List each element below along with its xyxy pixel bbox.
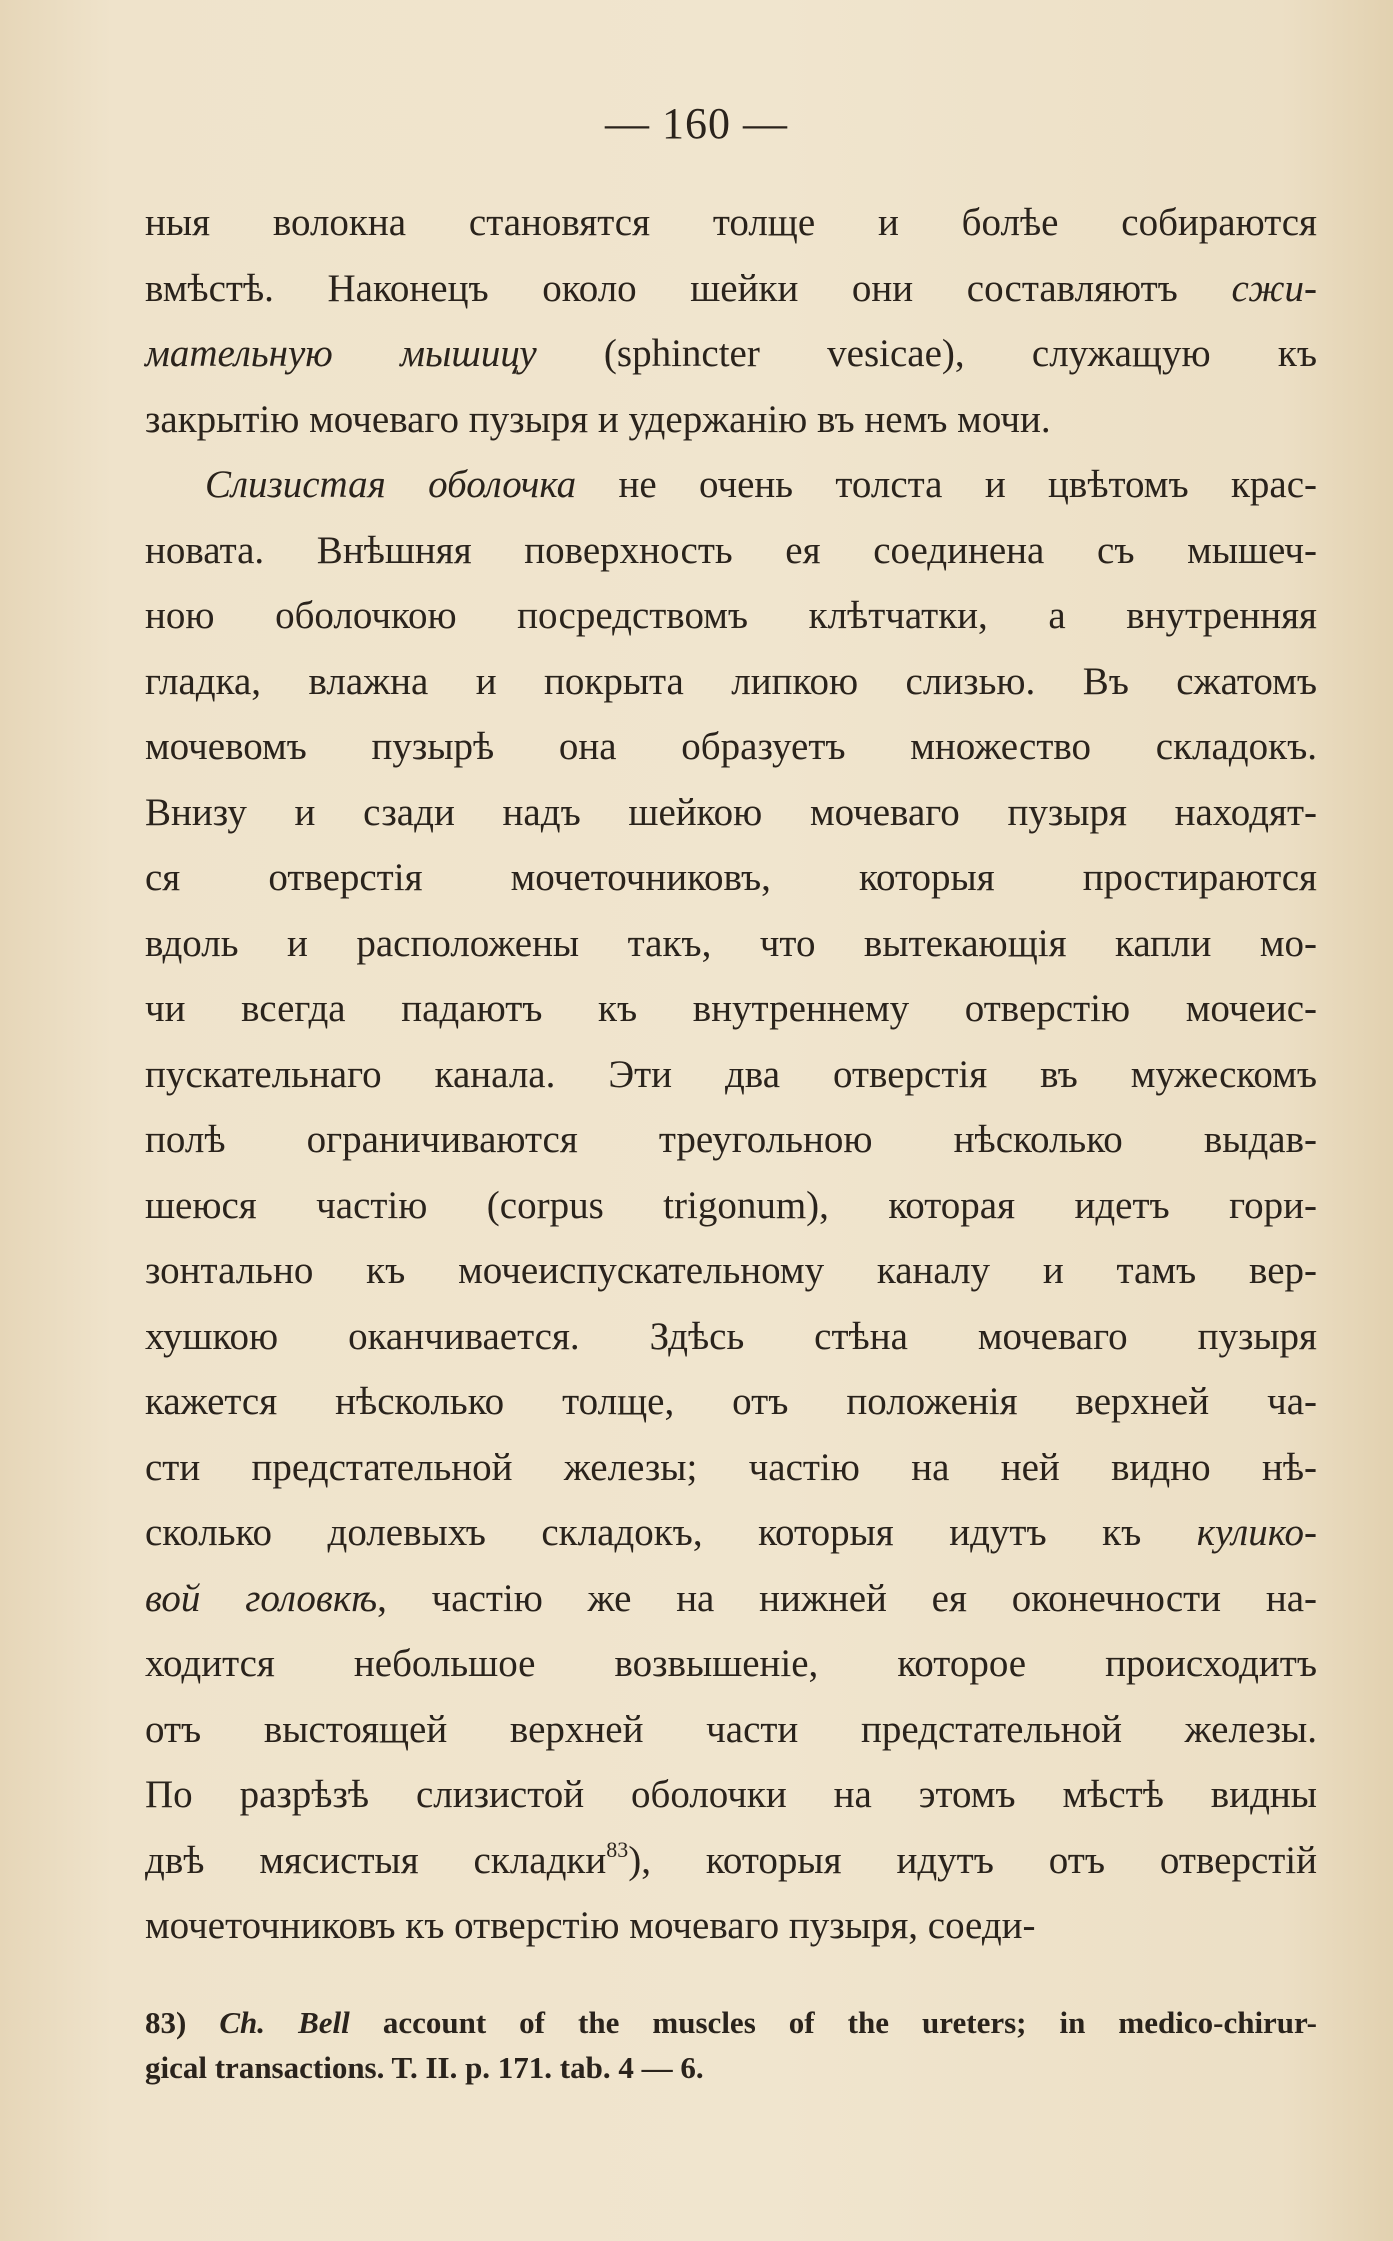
text-line: двѣ мясистыя складки$^{83}$), которыя идутъ отъ отверстій bbox=[145, 1836, 1317, 1882]
text-line: кажется нѣсколько толще, отъ положенія верхней ча- bbox=[145, 1380, 1317, 1423]
text-line: ходится небольшое возвышеніе, которое происходитъ bbox=[145, 1642, 1317, 1685]
footnote-reference[interactable]: 83 bbox=[606, 1836, 629, 1862]
italic-term: мательную мышицу bbox=[145, 332, 537, 375]
text-line: мочевомъ пузырѣ она образуетъ множество складокъ. bbox=[145, 725, 1317, 768]
text-line: ся отверстія мочеточниковъ, которыя простираются bbox=[145, 856, 1317, 899]
italic-term: Ch. Bell bbox=[219, 2005, 350, 2040]
text-line: зонтально къ мочеиспускательному каналу и тамъ вер- bbox=[145, 1249, 1317, 1292]
text-line: сти предстательной железы; частію на ней видно нѣ- bbox=[145, 1445, 1317, 1489]
italic-term: Слизистая оболочка bbox=[205, 463, 577, 506]
text-line: вой головкѣ, частію же на нижней ея оконечности на- bbox=[145, 1576, 1318, 1620]
page-number: — 160 — bbox=[605, 99, 788, 148]
text-line: чи всегда падаютъ къ внутреннему отверстію мочеис- bbox=[145, 987, 1317, 1030]
footnote-line: gical transactions. T. II. p. 171. tab. 4 — 6. bbox=[145, 2050, 704, 2085]
text-line: По разрѣзѣ слизистой оболочки на этомъ мѣстѣ видны bbox=[145, 1773, 1317, 1816]
italic-term: сжи- bbox=[1231, 266, 1317, 310]
footnote-line: 83) Ch. Bell account of the muscles of the ureters; in medico-chirur- bbox=[145, 2005, 1317, 2040]
text-line: ныя волокна становятся толще и болѣе собираются bbox=[145, 201, 1317, 244]
text-line: новата. Внѣшняя поверхность ея соединена съ мышеч- bbox=[145, 528, 1317, 572]
text-line: мочеточниковъ къ отверстію мочеваго пузыря, соеди- bbox=[145, 1904, 1036, 1947]
text-line: сколько долевыхъ складокъ, которыя идутъ къ кулико- bbox=[145, 1511, 1317, 1554]
text-line: шеюся частію (corpus trigonum), которая идетъ гори- bbox=[145, 1183, 1317, 1227]
text-line: Внизу и сзади надъ шейкою мочеваго пузыря находят- bbox=[145, 790, 1317, 834]
text-line: мательную мышицу (sphincter vesicae), служащую къ bbox=[145, 332, 1317, 375]
text-line: отъ выстоящей верхней части предстательной железы. bbox=[145, 1707, 1317, 1751]
text-line: закрытію мочеваго пузыря и удержанію въ немъ мочи. bbox=[145, 397, 1051, 441]
footnote bbox=[145, 2000, 1317, 2090]
text-line: Слизистая оболочка не очень толста и цвѣтомъ крас- bbox=[205, 463, 1318, 506]
italic-term: кулико- bbox=[1196, 1511, 1317, 1554]
text-line: вдоль и расположены такъ, что вытекающія капли мо- bbox=[145, 921, 1317, 965]
text-line: хушкою оканчивается. Здѣсь стѣна мочеваго пузыря bbox=[145, 1314, 1317, 1358]
text-line: гладка, влажна и покрыта липкою слизью. Въ сжатомъ bbox=[145, 659, 1317, 703]
text-line: ною оболочкою посредствомъ клѣтчатки, а внутренняя bbox=[145, 594, 1317, 637]
body-text bbox=[145, 190, 1317, 1959]
text-line: полѣ ограничиваются треугольною нѣсколько выдав- bbox=[145, 1118, 1317, 1161]
text-line: пускательнаго канала. Эти два отверстія въ мужескомъ bbox=[145, 1052, 1317, 1096]
italic-term: вой головкѣ bbox=[145, 1576, 378, 1620]
text-line: вмѣстѣ. Наконецъ около шейки они составляютъ сжи- bbox=[145, 266, 1317, 310]
